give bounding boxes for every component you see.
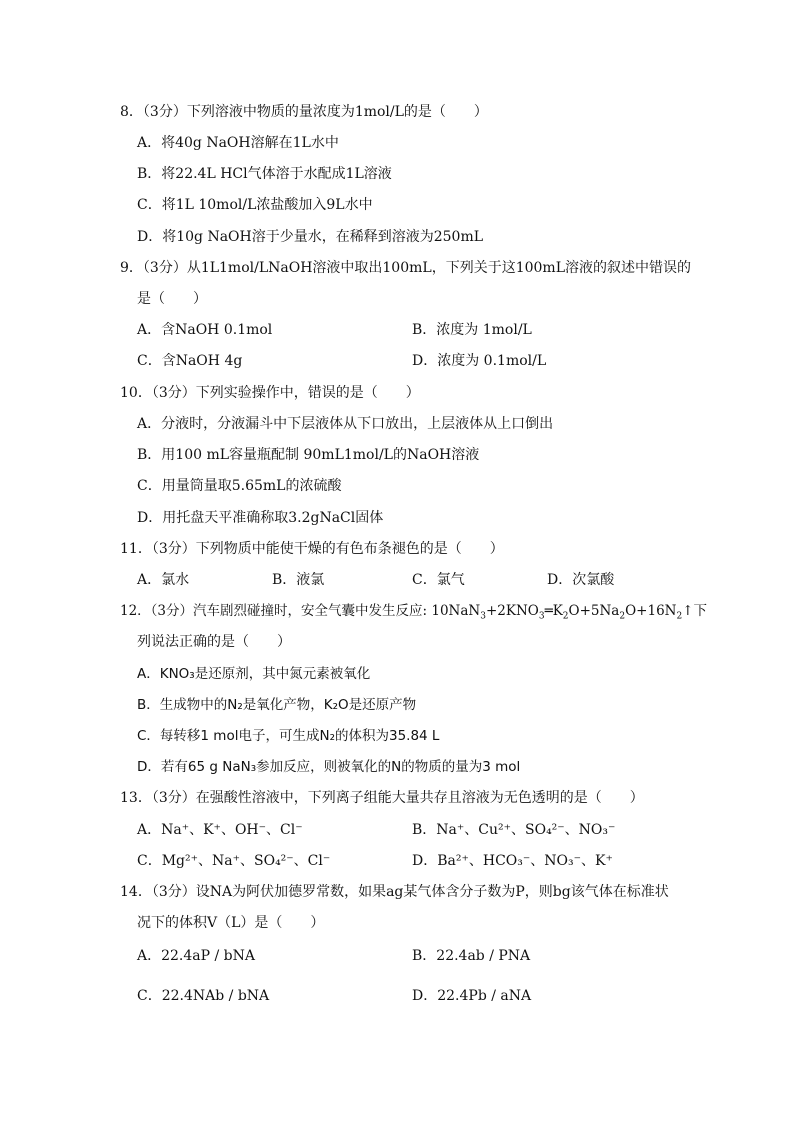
question-9-stem-continued: 是（ ） (137, 291, 207, 307)
question-13-option-b: B．Na⁺、Cu²⁺、SO₄²⁻、NO₃⁻ (412, 822, 616, 838)
question-10-stem: 10．（3分）下列实验操作中，错误的是（ ） (120, 385, 420, 401)
question-14-option-c: C．22.4NAb / bNA (137, 988, 270, 1004)
question-9-option-b: B．浓度为 1mol/L (412, 322, 532, 338)
reaction-equation: $10NaN_3+2KNO_3═K_2O+5Na_2O+16N_2↑$ (431, 603, 694, 622)
question-12-option-c: C．每转移1 mol电子，可生成N₂的体积为35.84 L (137, 728, 440, 744)
question-9-option-c: C．含NaOH 4g (137, 353, 243, 369)
question-12-option-d: D．若有65 g NaN₃参加反应，则被氧化的N的物质的量为3 mol (137, 759, 521, 775)
question-14-stem-continued: 况下的体积V（L）是（ ） (137, 915, 325, 931)
question-8-stem: 8．（3分）下列溶液中物质的量浓度为1mol/L的是（ ） (120, 104, 488, 120)
question-8-option-a: A．将40g NaOH溶解在1L水中 (137, 135, 339, 151)
question-11-stem: 11．（3分）下列物质中能使干燥的有色布条褪色的是（ ） (120, 541, 504, 557)
question-12-stem (120, 601, 707, 621)
question-9-stem: 9．（3分）从1L1mol/LNaOH溶液中取出100mL，下列关于这100mL溶液的叙述中错误的 (120, 260, 691, 276)
question-9-option-d: D．浓度为 0.1mol/L (412, 353, 547, 369)
question-13-stem: 13．（3分）在强酸性溶液中，下列离子组能大量共存且溶液为无色透明的是（ ） (120, 790, 644, 806)
question-8-option-b: B．将22.4L HCl气体溶于水配成1L溶液 (137, 166, 392, 182)
question-9-option-a: A．含NaOH 0.1mol (137, 322, 273, 338)
question-14-option-a: A．22.4aP / bNA (137, 948, 255, 964)
question-11-option-a: A．氯水 (137, 572, 190, 588)
question-12-stem-tail: 下 (693, 603, 708, 619)
question-14-stem: 14．（3分）设NA为阿伏加德罗常数，如果ag某气体含分子数为P，则bg该气体在标准状 (120, 884, 669, 900)
question-13-option-d: D．Ba²⁺、HCO₃⁻、NO₃⁻、K⁺ (412, 853, 613, 869)
question-12-option-b: B．生成物中的N₂是氧化产物，K₂O是还原产物 (137, 697, 417, 713)
question-10-option-a: A．分液时，分液漏斗中下层液体从下口放出，上层液体从上口倒出 (137, 416, 554, 432)
question-10-option-b: B．用100 mL容量瓶配制 90mL1mol/L的NaOH溶液 (137, 447, 480, 463)
question-8-option-c: C．将1L 10mol/L浓盐酸加入9L水中 (137, 197, 373, 213)
question-8-option-d: D．将10g NaOH溶于少量水，在稀释到溶液为250mL (137, 229, 484, 245)
question-11-option-c: C．氯气 (412, 572, 465, 588)
question-12-stem-continued: 列说法正确的是（ ） (137, 634, 291, 650)
question-13-option-a: A．Na⁺、K⁺、OH⁻、Cl⁻ (137, 822, 303, 838)
question-11-option-d: D．次氯酸 (547, 572, 615, 588)
question-12-option-a: A．KNO₃是还原剂，其中氮元素被氧化 (137, 666, 371, 682)
question-14-option-d: D．22.4Pb / aNA (412, 988, 532, 1004)
question-10-option-c: C．用量筒量取5.65mL的浓硫酸 (137, 478, 342, 494)
question-14-option-b: B．22.4ab / PNA (412, 948, 531, 964)
question-10-option-d: D．用托盘天平准确称取3.2gNaCl固体 (137, 510, 384, 526)
question-12-stem-text: 12．（3分）汽车剧烈碰撞时，安全气囊中发生反应: (120, 603, 428, 619)
question-13-option-c: C．Mg²⁺、Na⁺、SO₄²⁻、Cl⁻ (137, 853, 331, 869)
question-11-option-b: B．液氯 (272, 572, 325, 588)
